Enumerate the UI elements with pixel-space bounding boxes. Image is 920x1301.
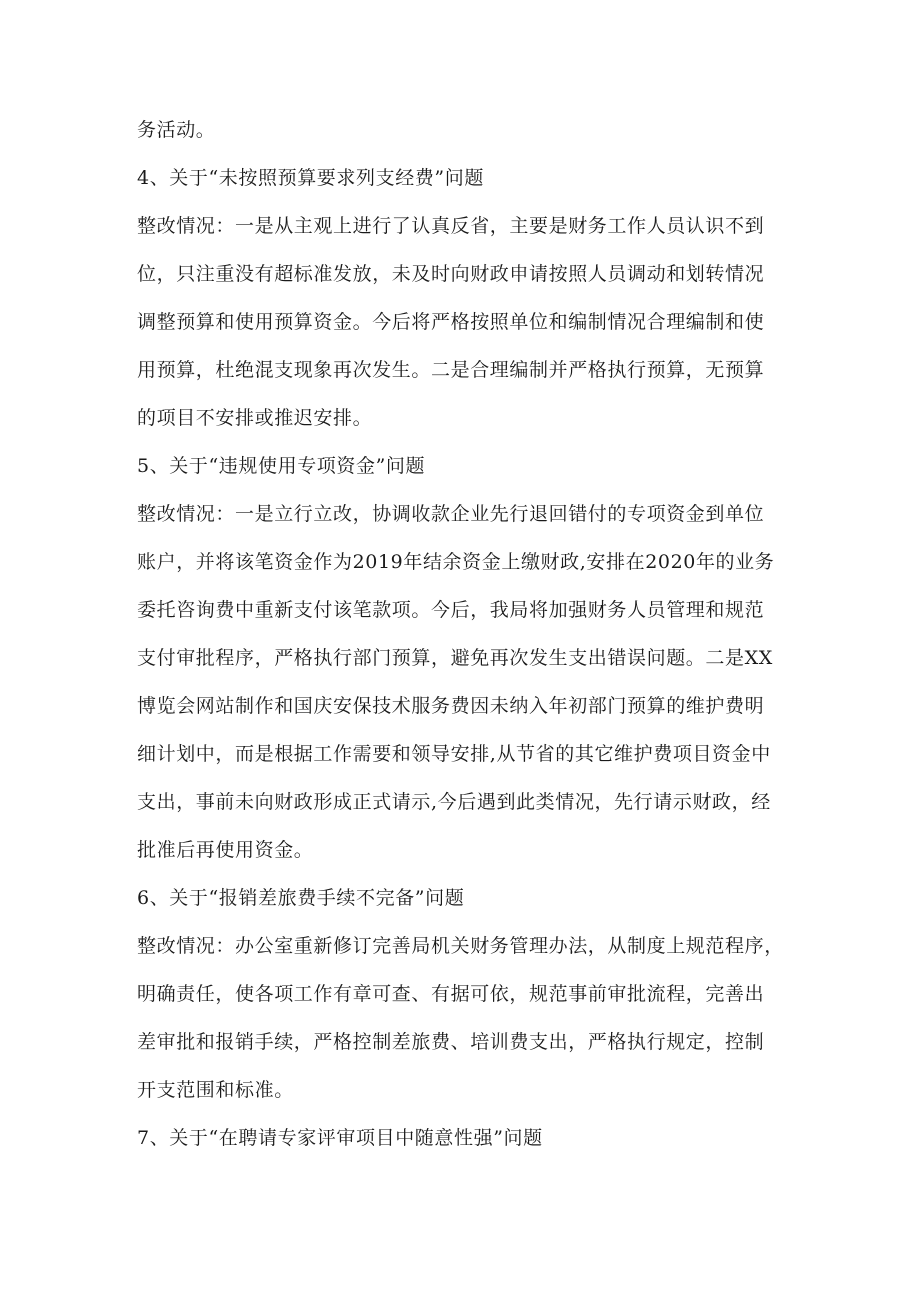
section-4-heading: 4、关于“未按照预算要求列支经费”问题 [137,167,484,189]
carryover-text: 务活动。 [137,119,216,141]
section-4-line-4: 用预算，杜绝混支现象再次发生。二是合理编制并严格执行预算，无预算 [137,359,765,381]
section-6-line-4: 开支范围和标准。 [137,1079,294,1101]
section-5-line-4: 支付审批程序，严格执行部门预算，避免再次发生支出错误问题。二是XX [137,647,773,669]
section-6-heading: 6、关于“报销差旅费手续不完备”问题 [137,887,465,909]
section-5-line-6: 细计划中，而是根据工作需要和领导安排,从节省的其它维护费项目资金中 [137,743,771,765]
section-5-heading: 5、关于“违规使用专项资金”问题 [137,455,426,477]
section-5-line-5: 博览会网站制作和国庆安保技术服务费因未纳入年初部门预算的维护费明 [137,695,765,717]
section-4-line-5: 的项目不安排或推迟安排。 [137,407,373,429]
section-5-line-1: 整改情况：一是立行立改，协调收款企业先行退回错付的专项资金到单位 [137,503,765,525]
section-6-line-2: 明确责任，使各项工作有章可查、有据可依，规范事前审批流程，完善出 [137,983,765,1005]
section-7-heading: 7、关于“在聘请专家评审项目中随意性强”问题 [137,1127,543,1149]
section-5-line-3: 委托咨询费中重新支付该笔款项。今后，我局将加强财务人员管理和规范 [137,599,765,621]
section-5-line-8: 批准后再使用资金。 [137,839,314,861]
section-5-line-2: 账户，并将该笔资金作为2019年结余资金上缴财政,安排在2020年的业务 [137,551,775,573]
section-5-line-7: 支出，事前未向财政形成正式请示,今后遇到此类情况，先行请示财政，经 [137,791,771,813]
section-4-line-2: 位，只注重没有超标准发放，未及时向财政申请按照人员调动和划转情况 [137,263,765,285]
section-6-line-1: 整改情况：办公室重新修订完善局机关财务管理办法，从制度上规范程序， [137,935,784,957]
section-6-line-3: 差审批和报销手续，严格控制差旅费、培训费支出，严格执行规定，控制 [137,1031,765,1053]
section-4-line-3: 调整预算和使用预算资金。今后将严格按照单位和编制情况合理编制和使 [137,311,765,333]
document-body [137,106,787,1162]
section-4-line-1: 整改情况：一是从主观上进行了认真反省，主要是财务工作人员认识不到 [137,215,765,237]
